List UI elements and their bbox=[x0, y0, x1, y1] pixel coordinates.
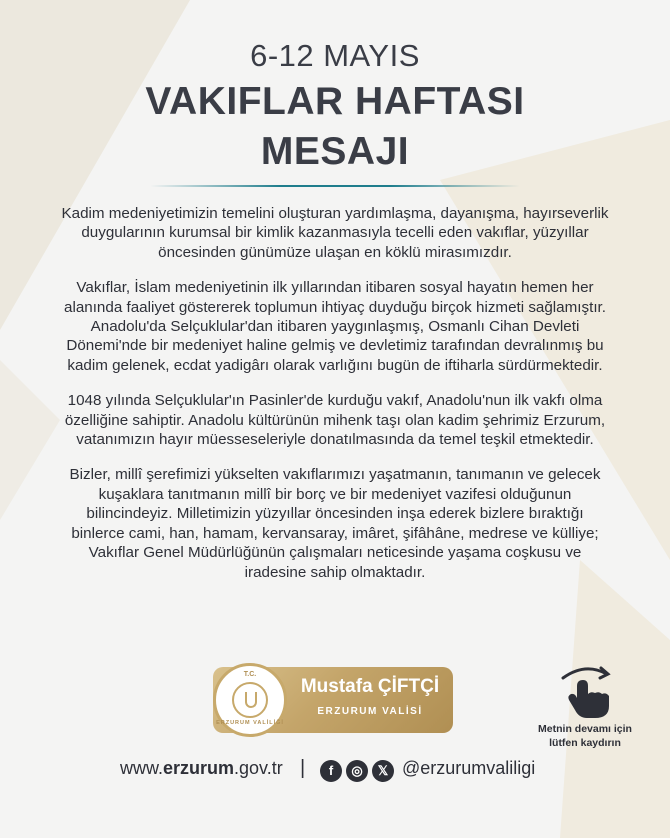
footer-separator: | bbox=[300, 757, 306, 779]
paragraph-4: Bizler, millî şerefimizi yükselten vakıflarımızı yaşatmanın, tanımanın ve gelecek kuşaklara tanıtmanın millî bir borç ve bir medeniyet vazifesi olduğunun bilincindeyiz. Milletimizin yüzyıllar öncesinden inşa ederek bizlere bıraktığı binlerce cami, han, hamam, kervansaray, imâret, şifâhâne, medrese ve külliye; Vakıflar Genel Müdürlüğünün çalışmaları neticesinde yaşama coşkusu ve iradesine sahip olmaktadır. bbox=[69, 466, 601, 581]
event-date: 6-12 MAYIS bbox=[250, 38, 420, 73]
message-body bbox=[60, 204, 610, 598]
paragraph-2: Vakıflar, İslam medeniyetinin ilk yıllarından itibaren sosyal hayatın hemen her alanında faaliyet göstererek toplumun ihtiyaç duyduğu birçok hizmeti sağlamıştır. Anadolu'da Selçuklular'dan itibaren yaygınlaşmış, Osmanlı Cihan Devleti Dönemi'nde bir medeniyet haline gelmiş ve devletimiz tarafından devralınmış bu kadim gelenek, ecdat yadigârı olarak varlığını bugün de iftiharla sürdürmektedir. bbox=[64, 279, 606, 374]
page-title-line2: MESAJI bbox=[260, 130, 410, 173]
scroll-hint bbox=[520, 722, 650, 750]
signatory-role: ERZURUM VALİSİ bbox=[317, 706, 423, 717]
website-link[interactable]: www.erzurum.gov.tr bbox=[120, 758, 283, 778]
seal-tc-label: T.C. bbox=[243, 671, 257, 678]
signatory-name: Mustafa ÇİFTÇİ bbox=[300, 676, 440, 697]
social-handle[interactable]: @erzurumvaliligi bbox=[402, 758, 536, 778]
title-divider bbox=[150, 185, 520, 187]
governorship-seal-icon bbox=[213, 663, 287, 737]
page-title-line1: VAKIFLAR HAFTASI bbox=[145, 80, 525, 123]
footer bbox=[0, 758, 670, 786]
paragraph-3: 1048 yılında Selçuklular'ın Pasinler'de kurduğu vakıf, Anadolu'nun ilk vakfı olma özelliğine sahiptir. Anadolu kültürünün mihenk taşı olan kadim şehrimiz Erzurum, vatanımızın hayır müesseseleriyle donatılmasında da temel teşkil etmektedir. bbox=[64, 392, 606, 449]
swipe-hand-icon bbox=[555, 660, 625, 720]
paragraph-1: Kadim medeniyetimizin temelini oluşturan yardımlaşma, dayanışma, hayırseverlik duygularının kurumsal bir kimlik kazanmasıyla tecelli eden vakıflar, yüzyıllar öncesinden günümüze ulaşan en köklü mirasımızdır. bbox=[61, 205, 609, 261]
instagram-icon[interactable]: ◎ bbox=[346, 760, 368, 782]
facebook-icon[interactable]: f bbox=[320, 760, 342, 782]
scroll-hint-line1: Metnin devamı için bbox=[538, 723, 632, 735]
seal-text: ERZURUM VALİLİĞİ bbox=[216, 720, 284, 726]
scroll-hint-line2: lütfen kaydırın bbox=[549, 737, 621, 749]
x-icon[interactable]: 𝕏 bbox=[372, 760, 394, 782]
